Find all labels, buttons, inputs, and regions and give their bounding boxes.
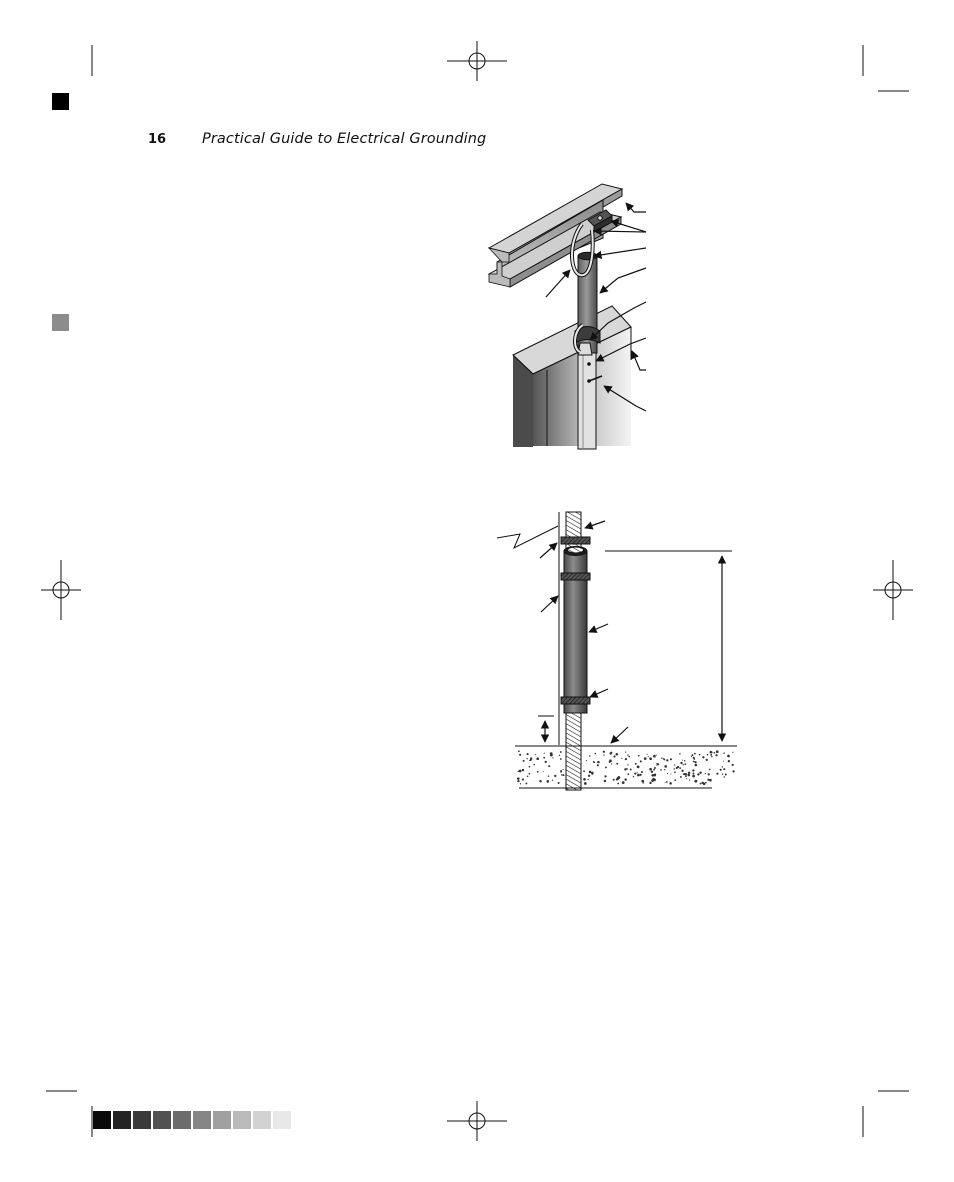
color-swatch xyxy=(133,1111,151,1129)
concrete-aggregate xyxy=(638,755,640,757)
concrete-aggregate xyxy=(682,764,683,765)
concrete-aggregate xyxy=(693,761,695,763)
concrete-aggregate xyxy=(692,775,695,778)
color-swatch xyxy=(233,1111,251,1129)
concrete-aggregate xyxy=(545,761,547,763)
concrete-aggregate xyxy=(708,773,710,775)
concrete-aggregate xyxy=(517,777,520,780)
concrete-aggregate xyxy=(543,771,544,772)
page-number: 16 xyxy=(148,132,167,147)
concrete-aggregate xyxy=(640,760,642,762)
concrete-aggregate xyxy=(716,750,717,751)
concrete-aggregate xyxy=(525,782,527,784)
concrete-aggregate xyxy=(637,772,638,773)
concrete-aggregate xyxy=(530,757,532,759)
concrete-aggregate xyxy=(583,770,585,772)
concrete-aggregate xyxy=(695,764,698,767)
concrete-aggregate xyxy=(656,755,657,756)
concrete-aggregate xyxy=(583,778,586,781)
concrete-aggregate xyxy=(535,754,536,755)
concrete-aggregate xyxy=(692,769,694,771)
concrete-aggregate xyxy=(688,772,690,774)
concrete-aggregate xyxy=(588,775,590,777)
concrete-aggregate xyxy=(705,773,706,774)
concrete-aggregate xyxy=(657,763,659,765)
concrete-aggregate xyxy=(674,771,676,773)
concrete-floor xyxy=(515,746,737,788)
concrete-aggregate xyxy=(560,758,562,760)
concrete-aggregate xyxy=(684,763,686,765)
concrete-aggregate xyxy=(685,775,687,777)
concrete-aggregate xyxy=(707,754,709,756)
color-swatch xyxy=(113,1111,131,1129)
concrete-aggregate xyxy=(670,773,671,774)
concrete-aggregate xyxy=(679,753,681,755)
concrete-aggregate xyxy=(694,753,696,755)
color-swatch xyxy=(93,1111,111,1129)
concrete-aggregate xyxy=(682,760,683,761)
concrete-aggregate xyxy=(554,775,556,777)
concrete-aggregate xyxy=(641,771,643,773)
concrete-aggregate xyxy=(691,754,693,756)
concrete-aggregate xyxy=(679,767,681,769)
concrete-aggregate xyxy=(594,762,595,763)
concrete-aggregate xyxy=(669,782,672,785)
concrete-aggregate xyxy=(666,781,668,783)
concrete-aggregate xyxy=(560,751,562,753)
concrete-aggregate xyxy=(670,758,672,760)
concrete-aggregate xyxy=(604,775,606,777)
concrete-aggregate xyxy=(634,773,636,775)
concrete-aggregate xyxy=(706,759,708,761)
concrete-aggregate xyxy=(680,762,682,764)
concrete-aggregate xyxy=(626,768,628,770)
concrete-aggregate xyxy=(715,754,717,756)
concrete-aggregate xyxy=(654,767,656,769)
concrete-aggregate xyxy=(637,766,640,769)
concrete-aggregate xyxy=(711,756,712,757)
concrete-aggregate xyxy=(613,779,615,781)
concrete-aggregate xyxy=(520,783,521,784)
concrete-aggregate xyxy=(630,769,632,771)
color-swatch xyxy=(213,1111,231,1129)
concrete-aggregate xyxy=(543,757,545,759)
concrete-aggregate xyxy=(651,771,653,773)
concrete-aggregate xyxy=(558,782,560,784)
concrete-aggregate xyxy=(716,773,718,775)
concrete-aggregate xyxy=(707,779,709,781)
concrete-aggregate xyxy=(722,773,723,774)
concrete-aggregate xyxy=(547,780,550,783)
concrete-aggregate xyxy=(635,763,637,765)
concrete-aggregate xyxy=(559,755,560,756)
concrete-aggregate xyxy=(663,758,665,760)
concrete-aggregate xyxy=(563,769,564,770)
concrete-aggregate xyxy=(692,772,694,774)
concrete-aggregate xyxy=(540,780,542,782)
concrete-aggregate xyxy=(654,774,656,776)
concrete-aggregate xyxy=(584,782,587,785)
concrete-aggregate xyxy=(550,754,553,757)
concrete-aggregate xyxy=(529,760,530,761)
concrete-aggregate xyxy=(724,776,725,777)
concrete-aggregate xyxy=(523,760,525,762)
concrete-aggregate xyxy=(610,752,612,754)
concrete-aggregate xyxy=(560,770,562,772)
concrete-aggregate xyxy=(591,773,593,775)
concrete-aggregate xyxy=(548,765,550,767)
concrete-aggregate xyxy=(680,776,682,778)
color-swatch xyxy=(253,1111,271,1129)
concrete-aggregate xyxy=(687,774,690,777)
concrete-aggregate xyxy=(533,764,535,766)
concrete-aggregate xyxy=(625,752,626,753)
concrete-aggregate xyxy=(684,760,685,761)
protective-sleeve xyxy=(564,547,587,714)
concrete-aggregate xyxy=(661,758,662,759)
concrete-aggregate xyxy=(709,769,711,771)
concrete-aggregate xyxy=(732,764,734,766)
concrete-aggregate xyxy=(686,778,687,779)
concrete-aggregate xyxy=(727,755,730,758)
concrete-aggregate xyxy=(644,757,647,760)
concrete-aggregate xyxy=(723,761,724,762)
concrete-aggregate xyxy=(732,770,734,772)
concrete-aggregate xyxy=(649,768,652,771)
concrete-aggregate xyxy=(641,780,644,783)
concrete-aggregate xyxy=(697,773,699,775)
concrete-aggregate xyxy=(695,780,697,782)
concrete-aggregate xyxy=(725,773,727,775)
concrete-aggregate xyxy=(625,758,627,760)
concrete-aggregate xyxy=(674,779,676,781)
concrete-aggregate xyxy=(649,757,651,759)
color-swatch xyxy=(273,1111,291,1129)
concrete-aggregate xyxy=(652,775,653,776)
concrete-aggregate xyxy=(609,761,611,763)
concrete-aggregate xyxy=(722,766,723,767)
concrete-aggregate xyxy=(694,761,696,763)
running-title: Practical Guide to Electrical Grounding xyxy=(202,131,487,147)
concrete-aggregate xyxy=(552,780,553,781)
color-swatch xyxy=(153,1111,171,1129)
concrete-aggregate xyxy=(519,770,522,773)
concrete-aggregate xyxy=(648,756,649,757)
concrete-aggregate xyxy=(522,778,524,780)
concrete-aggregate xyxy=(685,773,687,775)
concrete-aggregate xyxy=(728,760,730,762)
concrete-aggregate xyxy=(617,783,619,785)
concrete-aggregate xyxy=(594,753,596,755)
concrete-aggregate xyxy=(527,758,528,759)
concrete-aggregate xyxy=(723,753,724,754)
concrete-aggregate xyxy=(519,754,521,756)
concrete-aggregate xyxy=(527,776,529,778)
concrete-aggregate xyxy=(544,753,545,754)
concrete-aggregate xyxy=(664,765,667,768)
concrete-aggregate xyxy=(616,763,618,765)
concrete-aggregate xyxy=(667,773,668,774)
concrete-aggregate xyxy=(552,757,553,758)
clearance-dimension xyxy=(538,716,554,742)
color-swatch xyxy=(193,1111,211,1129)
concrete-aggregate xyxy=(589,771,592,774)
concrete-aggregate xyxy=(674,768,675,769)
concrete-aggregate xyxy=(665,782,666,783)
concrete-aggregate xyxy=(653,755,656,758)
concrete-aggregate xyxy=(700,783,702,785)
concrete-aggregate xyxy=(653,769,655,771)
concrete-aggregate xyxy=(676,767,678,769)
concrete-aggregate xyxy=(527,753,529,755)
concrete-aggregate xyxy=(666,759,668,761)
concrete-aggregate xyxy=(651,779,654,782)
concrete-aggregate xyxy=(529,766,531,768)
concrete-aggregate xyxy=(627,754,628,755)
concrete-aggregate xyxy=(561,774,563,776)
concrete-aggregate xyxy=(563,774,565,776)
concrete-aggregate xyxy=(723,768,725,770)
color-swatch xyxy=(173,1111,191,1129)
concrete-aggregate xyxy=(710,754,712,756)
concrete-aggregate xyxy=(681,770,683,772)
concrete-aggregate xyxy=(586,760,587,761)
height-dimension xyxy=(605,551,732,741)
concrete-aggregate xyxy=(705,782,707,784)
concrete-aggregate xyxy=(640,774,642,776)
concrete-aggregate xyxy=(522,769,524,771)
concrete-aggregate xyxy=(647,754,648,755)
concrete-aggregate xyxy=(622,781,625,784)
concrete-aggregate xyxy=(603,754,604,755)
concrete-aggregate xyxy=(605,766,607,768)
concrete-aggregate xyxy=(548,775,550,777)
concrete-aggregate xyxy=(597,761,600,764)
concrete-aggregate xyxy=(701,782,703,784)
concrete-aggregate xyxy=(624,778,626,780)
concrete-aggregate xyxy=(518,750,520,752)
concrete-aggregate xyxy=(633,776,634,777)
concrete-aggregate xyxy=(702,756,704,758)
color-control-bar xyxy=(93,1111,291,1129)
concrete-aggregate xyxy=(664,769,665,770)
concrete-aggregate xyxy=(693,757,695,759)
concrete-aggregate xyxy=(621,758,622,759)
concrete-aggregate xyxy=(699,771,701,773)
concrete-aggregate xyxy=(628,756,630,758)
concrete-aggregate xyxy=(611,763,612,764)
concrete-aggregate xyxy=(649,782,651,784)
concrete-aggregate xyxy=(613,755,615,757)
concrete-aggregate xyxy=(711,752,712,753)
concrete-aggregate xyxy=(616,753,619,756)
concrete-aggregate xyxy=(589,755,591,757)
concrete-aggregate xyxy=(597,764,599,766)
concrete-aggregate xyxy=(689,779,690,780)
concrete-aggregate xyxy=(713,752,715,754)
concrete-aggregate xyxy=(720,769,722,771)
concrete-aggregate xyxy=(627,773,629,775)
concrete-aggregate xyxy=(604,780,606,782)
concrete-aggregate xyxy=(603,751,605,753)
concrete-aggregate xyxy=(643,782,645,784)
break-line xyxy=(497,526,558,548)
concrete-aggregate xyxy=(732,752,733,753)
concrete-aggregate xyxy=(627,764,628,765)
concrete-aggregate xyxy=(699,754,700,755)
concrete-aggregate xyxy=(709,779,712,782)
concrete-aggregate xyxy=(660,769,662,771)
concrete-aggregate xyxy=(691,756,692,757)
concrete-aggregate xyxy=(518,780,520,782)
concrete-aggregate xyxy=(674,764,675,765)
concrete-aggregate xyxy=(529,773,531,775)
concrete-aggregate xyxy=(637,774,640,777)
concrete-aggregate xyxy=(587,779,588,780)
concrete-aggregate xyxy=(537,771,539,773)
concrete-aggregate xyxy=(536,757,539,760)
concrete-aggregate xyxy=(617,777,620,780)
